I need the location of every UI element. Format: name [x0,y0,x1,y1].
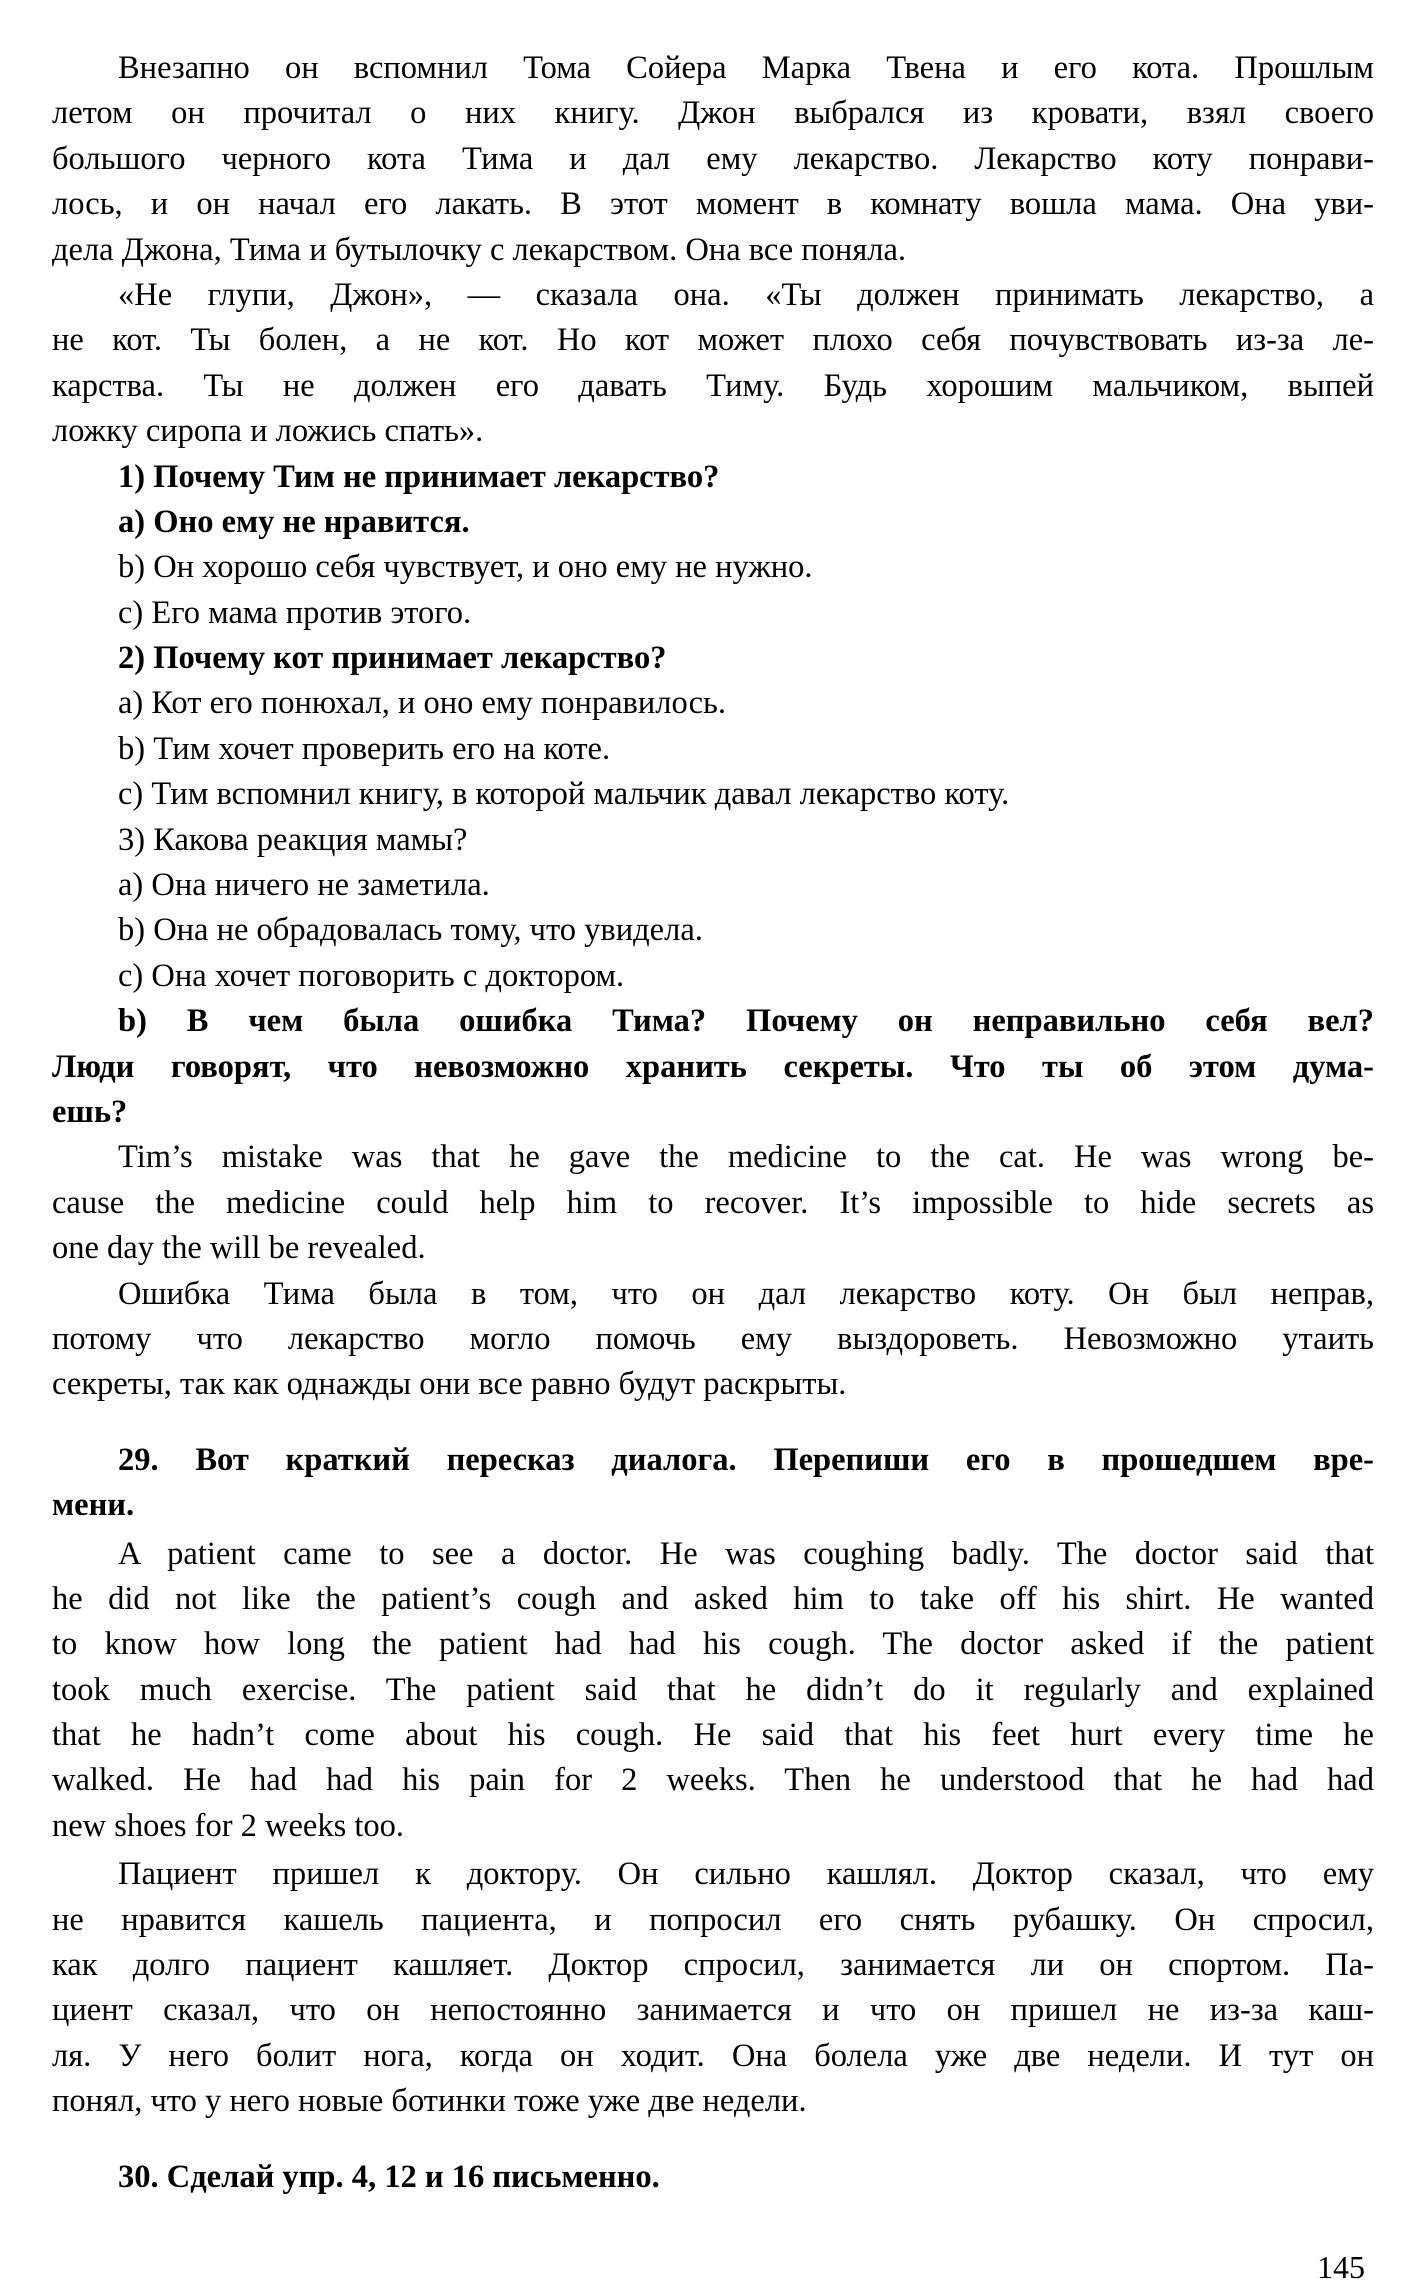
answer-line: b) Она не обрадовалась тому, что увидела. [118,912,703,949]
textbook-page-body [52,46,1374,2200]
paragraph-line: Ошибка Тима была в том, что он дал лекарство коту. Он был неправ, [118,1275,1374,1312]
question-block [52,636,1374,681]
paragraph-line: карства. Ты не должен его давать Тиму. Будь хорошим мальчиком, выпей [52,367,1374,404]
answer-block [52,591,1374,636]
paragraph-line: that he hadn’t come about his cough. He said that his feet hurt every time he [52,1717,1374,1754]
paragraph-line: не нравится кашель пациента, и попросил его снять рубашку. Он спросил, [52,1901,1374,1938]
paragraph-line: летом он прочитал о них книгу. Джон выбрался из кровати, взял своего [52,95,1374,132]
paragraph-block [52,46,1374,273]
paragraph-line: как долго пациент кашляет. Доктор спросил, занимается ли он спортом. Па- [52,1947,1374,1984]
paragraph-line: ля. У него болит нога, когда он ходит. Она болела уже две недели. И тут он [52,2037,1374,2074]
question-block [52,455,1374,500]
paragraph-line: A patient came to see a doctor. He was coughing badly. The doctor said that [118,1535,1374,1572]
answer-line: c) Она хочет поговорить с доктором. [118,957,625,994]
paragraph-line: he did not like the patient’s cough and asked him to take off his shirt. He wanted [52,1580,1374,1617]
exercise-heading-line: мени. [52,1487,135,1524]
paragraph-block [52,273,1374,455]
answer-block [52,681,1374,726]
paragraph-block [52,1532,1374,1850]
paragraph-line: ложку сиропа и ложись спать». [52,413,484,450]
answer-line: a) Оно ему не нравится. [118,503,470,540]
paragraph-block [52,1852,1374,2124]
paragraph-line: секреты, так как однажды они все равно будут раскрыты. [52,1366,847,1403]
answer-block [52,908,1374,953]
answer-line: b) Он хорошо себя чувствует, и оно ему не нужно. [118,549,813,586]
paragraph-block [52,1135,1374,1271]
paragraph-line: «Не глупи, Джон», — сказала она. «Ты должен принимать лекарство, а [118,276,1374,313]
paragraph-line: one day the will be revealed. [52,1230,426,1267]
answer-block [52,500,1374,545]
exercise-heading-block [52,2155,1374,2200]
page-number: 145 [1317,2249,1365,2285]
paragraph-line: потому что лекарство могло помочь ему выздороветь. Невозможно утаить [52,1320,1374,1357]
question-line: 2) Почему кот принимает лекарство? [118,640,667,677]
exercise-heading-line: 29. Вот краткий пересказ диалога. Перепиши его в прошедшем вре- [118,1441,1374,1478]
question-block [52,999,1374,1135]
exercise-heading-block [52,1438,1374,1529]
answer-block [52,545,1374,590]
question-block [52,818,1374,863]
question-line: Люди говорят, что невозможно хранить секреты. Что ты об этом дума- [52,1048,1374,1085]
question-line: ешь? [52,1093,128,1130]
question-line: b) В чем была ошибка Тима? Почему он неправильно себя вел? [118,1003,1374,1040]
paragraph-block [52,1272,1374,1408]
answer-line: a) Она ничего не заметила. [118,867,490,904]
answer-line: a) Кот его понюхал, и оно ему понравилось. [118,685,726,722]
paragraph-line: cause the medicine could help him to recover. It’s impossible to hide secrets as [52,1184,1374,1221]
paragraph-line: Tim’s mistake was that he gave the medicine to the cat. He was wrong be- [118,1139,1374,1176]
paragraph-line: большого черного кота Тима и дал ему лекарство. Лекарство коту понрави- [52,140,1374,177]
paragraph-line: понял, что у него новые ботинки тоже уже две недели. [52,2083,807,2120]
paragraph-line: Внезапно он вспомнил Тома Сойера Марка Твена и его кота. Прошлым [118,50,1374,86]
paragraph-line: не кот. Ты болен, а не кот. Но кот может плохо себя почувствовать из-за ле- [52,322,1374,359]
answer-line: b) Тим хочет проверить его на коте. [118,730,611,767]
answer-block [52,727,1374,772]
paragraph-line: лось, и он начал его лакать. В этот момент в комнату вошла мама. Она уви- [52,186,1374,223]
question-line: 3) Какова реакция мамы? [118,821,468,858]
answer-block [52,863,1374,908]
answer-block [52,954,1374,999]
answer-line: c) Тим вспомнил книгу, в которой мальчик давал лекарство коту. [118,776,1010,813]
paragraph-line: new shoes for 2 weeks too. [52,1807,405,1844]
paragraph-line: дела Джона, Тима и бутылочку с лекарством. Она все поняла. [52,231,907,268]
answer-block [52,772,1374,817]
paragraph-line: циент сказал, что он непостоянно занимается и что он пришел не из-за каш- [52,1992,1374,2029]
paragraph-line: walked. He had had his pain for 2 weeks. Then he understood that he had had [52,1762,1374,1799]
paragraph-line: to know how long the patient had had his cough. The doctor asked if the patient [52,1626,1374,1663]
exercise-heading-line: 30. Сделай упр. 4, 12 и 16 письменно. [118,2158,660,2195]
answer-line: c) Его мама против этого. [118,594,472,631]
paragraph-line: took much exercise. The patient said that he didn’t do it regularly and explained [52,1671,1374,1708]
paragraph-line: Пациент пришел к доктору. Он сильно кашлял. Доктор сказал, что ему [118,1856,1374,1893]
question-line: 1) Почему Тим не принимает лекарство? [118,458,720,495]
